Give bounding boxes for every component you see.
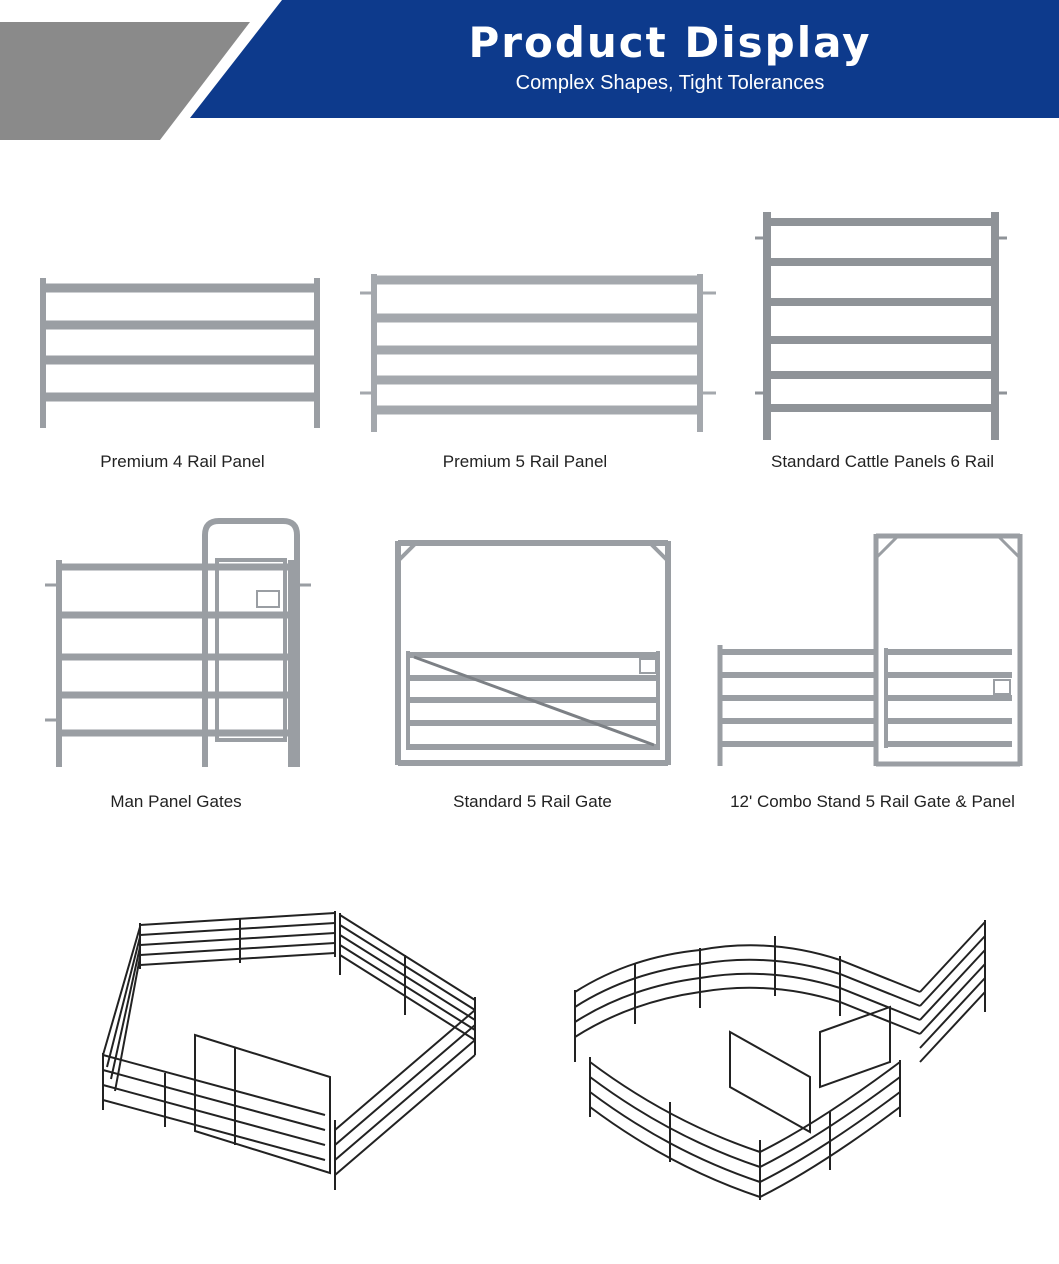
product-label: Premium 4 Rail Panel [100, 452, 265, 471]
4-rail-panel-icon [35, 270, 325, 435]
header-banner [0, 0, 1059, 140]
product-label: Man Panel Gates [110, 792, 242, 811]
product-5-rail-gate[interactable] [388, 535, 683, 770]
pen-enclosure-icon [95, 905, 490, 1200]
product-label: Premium 5 Rail Panel [442, 452, 608, 471]
product-6-rail-cattle-panel[interactable] [755, 208, 1010, 443]
product-man-panel-gate[interactable] [45, 515, 315, 770]
product-5-rail-panel[interactable] [360, 268, 720, 438]
5-rail-gate-icon [388, 535, 683, 770]
product-label: Standard 5 Rail Gate [453, 792, 612, 811]
6-rail-cattle-panel-icon [755, 208, 1010, 443]
product-label: Standard Cattle Panels 6 Rail [770, 452, 995, 471]
cattle-yard-illustration [560, 912, 1000, 1202]
product-4-rail-panel[interactable] [35, 270, 325, 435]
product-combo-stand-gate-panel[interactable] [712, 530, 1027, 770]
pen-enclosure-illustration [95, 905, 490, 1200]
combo-stand-gate-panel-icon [712, 530, 1027, 770]
5-rail-panel-icon [360, 268, 720, 438]
page-title: Product Display [468, 18, 872, 67]
man-panel-gate-icon [45, 515, 315, 770]
product-label: 12' Combo Stand 5 Rail Gate & Panel [730, 792, 1015, 811]
page-subtitle: Complex Shapes, Tight Tolerances [515, 72, 825, 94]
cattle-yard-system-icon [560, 912, 1000, 1202]
